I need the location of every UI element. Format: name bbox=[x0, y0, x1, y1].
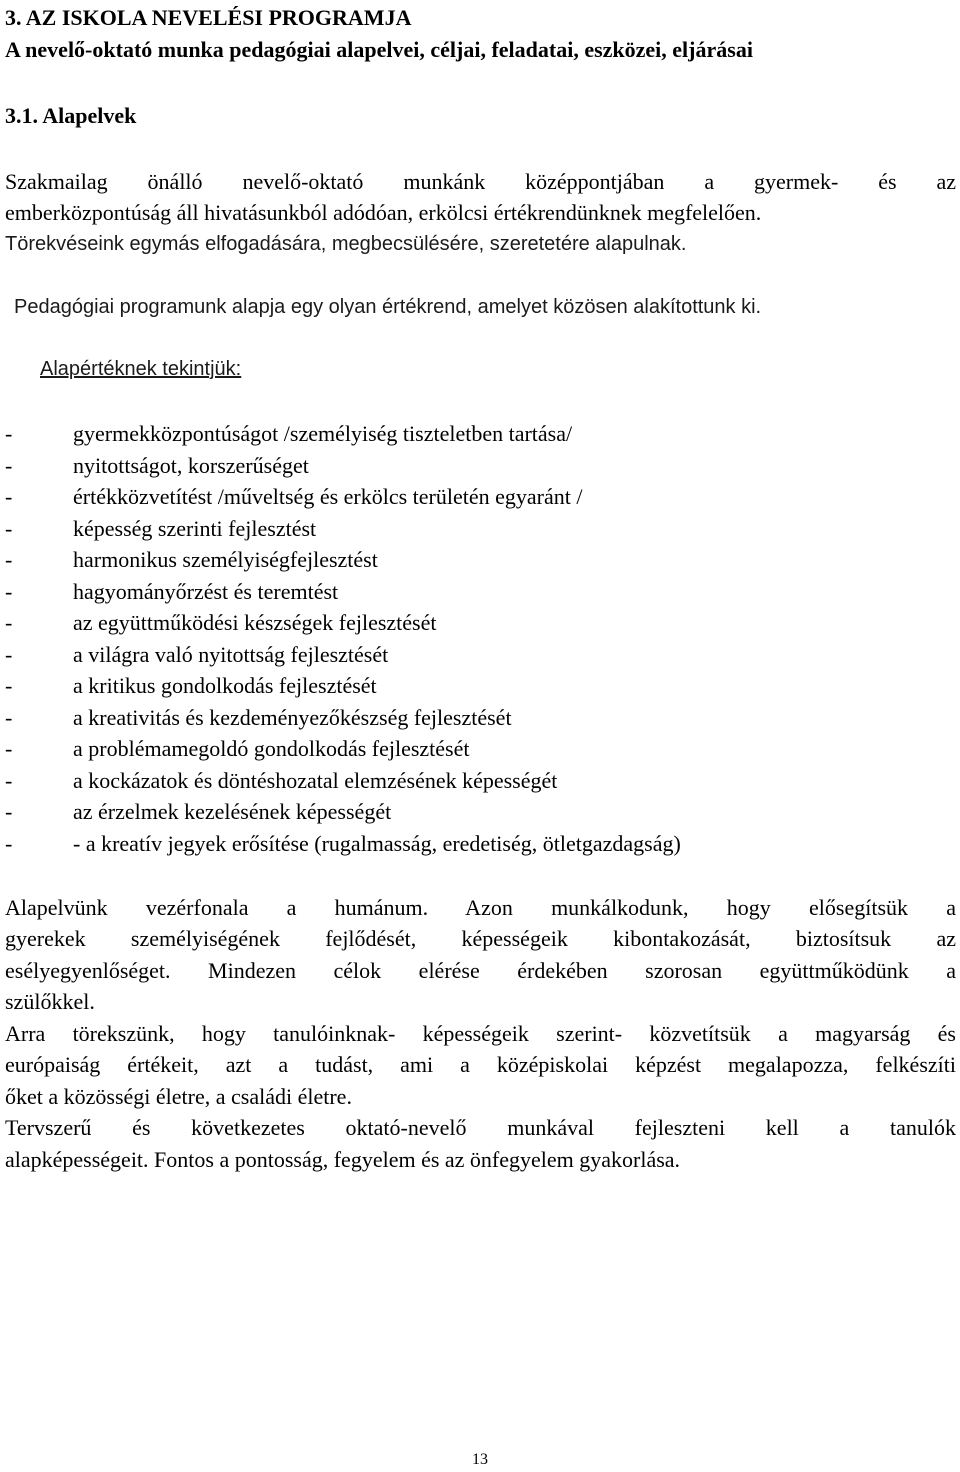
list-dash: - bbox=[5, 452, 13, 478]
list-item bbox=[5, 733, 681, 765]
list-item bbox=[5, 828, 681, 860]
values-label: Alapértéknek tekintjük: bbox=[40, 358, 242, 380]
list-dash: - bbox=[5, 830, 13, 856]
list-item bbox=[5, 450, 681, 482]
paragraph-1-line-2: gyerekek személyiségének fejlődését, képességeik kibontakozását, biztosítsuk az bbox=[5, 926, 956, 951]
section-heading: 3.1. Alapelvek bbox=[5, 103, 137, 128]
paragraph-1-line-3: esélyegyenlőséget. Mindezen célok elérése érdekében szorosan együttműködünk a bbox=[5, 958, 956, 983]
list-dash: - bbox=[5, 641, 13, 667]
list-item-text: gyermekközpontúságot /személyiség tiszteletben tartása/ bbox=[73, 421, 573, 446]
list-item-text: értékközvetítést /műveltség és erkölcs területén egyaránt / bbox=[73, 484, 583, 509]
list-item bbox=[5, 702, 681, 734]
paragraph-3-line-1: Tervszerű és következetes oktató-nevelő munkával fejleszteni kell a tanulók bbox=[5, 1115, 956, 1140]
list-item-text: a világra való nyitottság fejlesztését bbox=[73, 641, 389, 667]
list-dash: - bbox=[5, 421, 13, 446]
paragraph-2-line-2: európaiság értékeit, azt a tudást, ami a középiskolai képzést megalapozza, felkészíti bbox=[5, 1052, 956, 1077]
list-item-text: képesség szerinti fejlesztést bbox=[73, 515, 317, 541]
chapter-heading: 3. AZ ISKOLA NEVELÉSI PROGRAMJA bbox=[5, 5, 412, 30]
list-dash: - bbox=[5, 484, 13, 509]
page-number: 13 bbox=[472, 1451, 488, 1468]
list-item-text: a kreativitás és kezdeményezőkészség fejlesztését bbox=[73, 704, 512, 730]
intro-line-4: Pedagógiai programunk alapja egy olyan értékrend, amelyet közösen alakítottunk ki. bbox=[14, 296, 762, 318]
list-item-text: hagyományőrzést és teremtést bbox=[73, 578, 339, 604]
list-dash: - bbox=[5, 547, 13, 572]
list-item bbox=[5, 765, 681, 797]
list-item-text: a kritikus gondolkodás fejlesztését bbox=[73, 673, 377, 698]
list-item bbox=[5, 418, 681, 450]
paragraph-2-line-1: Arra törekszünk, hogy tanulóinknak- képességeik szerint- közvetítsük a magyarság és bbox=[5, 1021, 956, 1046]
paragraph-3-line-2: alapképességeit. Fontos a pontosság, fegyelem és az önfegyelem gyakorlása. bbox=[5, 1147, 681, 1172]
list-item bbox=[5, 670, 681, 702]
intro-line-3: Törekvéseink egymás elfogadására, megbecsülésére, szeretetére alapulnak. bbox=[5, 233, 687, 255]
intro-line-1: Szakmailag önálló nevelő-oktató munkánk középpontjában a gyermek- és az bbox=[5, 169, 956, 194]
list-item bbox=[5, 639, 681, 671]
list-item-text: nyitottságot, korszerűséget bbox=[73, 452, 309, 478]
list-dash: - bbox=[5, 515, 13, 541]
list-item bbox=[5, 576, 681, 608]
list-dash: - bbox=[5, 578, 13, 604]
list-item-text: harmonikus személyiségfejlesztést bbox=[73, 547, 378, 572]
list-item-text: az érzelmek kezelésének képességét bbox=[73, 799, 392, 824]
chapter-subtitle: A nevelő-oktató munka pedagógiai alapelvei, céljai, feladatai, eszközei, eljárásai bbox=[5, 37, 753, 62]
list-item-text: a kockázatok és döntéshozatal elemzésének képességét bbox=[73, 767, 558, 793]
paragraph-1-line-4: szülőkkel. bbox=[5, 989, 95, 1014]
list-dash: - bbox=[5, 610, 13, 635]
paragraph-2-line-3: őket a közösségi életre, a családi életre. bbox=[5, 1084, 352, 1109]
intro-line-2: emberközpontúság áll hivatásunkból adódóan, erkölcsi értékrendünknek megfelelően. bbox=[5, 200, 762, 225]
list-item bbox=[5, 481, 681, 513]
values-list bbox=[5, 418, 681, 859]
list-item-text: az együttműködési készségek fejlesztését bbox=[73, 610, 437, 635]
list-item bbox=[5, 607, 681, 639]
paragraph-1-line-1: Alapelvünk vezérfonala a humánum. Azon munkálkodunk, hogy elősegítsük a bbox=[5, 895, 956, 920]
list-dash: - bbox=[5, 736, 13, 761]
list-dash: - bbox=[5, 673, 13, 698]
list-item bbox=[5, 796, 681, 828]
list-item bbox=[5, 544, 681, 576]
list-item bbox=[5, 513, 681, 545]
list-dash: - bbox=[5, 767, 13, 793]
list-item-text: a problémamegoldó gondolkodás fejlesztését bbox=[73, 736, 470, 761]
list-dash: - bbox=[5, 799, 13, 824]
list-item-text: - a kreatív jegyek erősítése (rugalmasság, eredetiség, ötletgazdagság) bbox=[73, 830, 681, 856]
list-dash: - bbox=[5, 704, 13, 730]
